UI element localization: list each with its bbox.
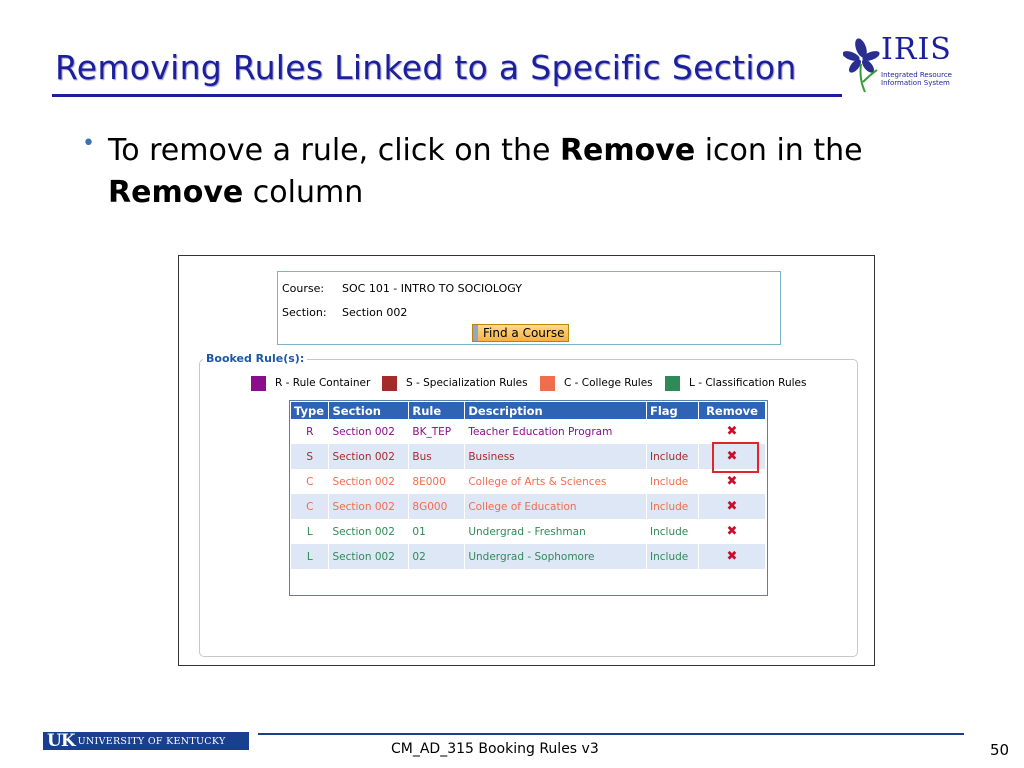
legend-item-r xyxy=(251,375,370,391)
find-a-course-button[interactable]: Find a Course xyxy=(472,324,569,342)
table-row[interactable] xyxy=(291,494,766,519)
embedded-screenshot xyxy=(178,255,875,666)
cell-type: L xyxy=(291,519,329,544)
col-header-type[interactable]: Type xyxy=(291,402,329,419)
legend-label-r: R - Rule Container xyxy=(275,377,371,389)
cell-remove xyxy=(698,419,765,444)
remove-x-icon[interactable]: ✖ xyxy=(726,549,738,564)
col-header-section[interactable]: Section xyxy=(329,402,409,419)
cell-flag: Include xyxy=(647,494,699,519)
legend-item-s xyxy=(382,375,528,391)
remove-x-icon[interactable]: ✖ xyxy=(726,449,738,464)
cell-type: R xyxy=(291,419,329,444)
footer-course-code: CM_AD_315 Booking Rules v3 xyxy=(391,741,599,757)
cell-section: Section 002 xyxy=(329,544,409,569)
col-header-rule[interactable]: Rule xyxy=(409,402,465,419)
table-header-row xyxy=(291,402,766,419)
table-row[interactable] xyxy=(291,544,766,569)
remove-x-icon[interactable]: ✖ xyxy=(726,524,738,539)
iris-logo-subtitle xyxy=(881,71,961,87)
uk-logo xyxy=(43,732,249,750)
legend-item-c xyxy=(540,375,653,391)
uk-logo-name: UNIVERSITY OF KENTUCKY xyxy=(77,735,226,747)
table-row[interactable] xyxy=(291,469,766,494)
cell-description: Undergrad - Freshman xyxy=(465,519,647,544)
legend-swatch-c xyxy=(540,376,555,391)
legend-label-l: L - Classification Rules xyxy=(689,377,807,389)
section-label: Section: xyxy=(282,306,327,319)
cell-description: Teacher Education Program xyxy=(465,419,647,444)
cell-type: S xyxy=(291,444,329,469)
legend-label-s: S - Specialization Rules xyxy=(406,377,528,389)
slide-title: Removing Rules Linked to a Specific Section xyxy=(55,48,797,87)
col-header-description[interactable]: Description xyxy=(465,402,647,419)
legend-swatch-r xyxy=(251,376,266,391)
cell-section: Section 002 xyxy=(329,519,409,544)
cell-flag xyxy=(647,419,699,444)
cell-flag: Include xyxy=(647,544,699,569)
cell-section: Section 002 xyxy=(329,419,409,444)
cell-section: Section 002 xyxy=(329,494,409,519)
cell-remove xyxy=(698,544,765,569)
cell-rule: 01 xyxy=(409,519,465,544)
booked-rules-grid xyxy=(289,400,768,596)
bullet-bold-remove-1: Remove xyxy=(559,133,696,168)
section-value: Section 002 xyxy=(342,306,408,319)
booked-rules-table xyxy=(291,402,766,569)
bullet-bold-remove-2: Remove xyxy=(108,175,244,210)
table-row[interactable] xyxy=(291,444,766,469)
footer-rule xyxy=(258,733,964,735)
cell-description: College of Arts & Sciences xyxy=(465,469,647,494)
cell-section: Section 002 xyxy=(329,444,409,469)
cell-type: L xyxy=(291,544,329,569)
cell-flag: Include xyxy=(647,469,699,494)
cell-flag: Include xyxy=(647,444,699,469)
table-row[interactable] xyxy=(291,519,766,544)
cell-rule: 02 xyxy=(409,544,465,569)
iris-subtitle-line2: Information System xyxy=(881,79,950,87)
uk-logo-mark: UK xyxy=(47,731,75,751)
cell-section: Section 002 xyxy=(329,469,409,494)
cell-flag: Include xyxy=(647,519,699,544)
bullet-text-post: column xyxy=(243,175,364,210)
col-header-remove[interactable]: Remove xyxy=(698,402,765,419)
iris-logo-word: IRIS xyxy=(881,32,952,67)
iris-subtitle-line1: Integrated Resource xyxy=(881,71,952,79)
legend-swatch-l xyxy=(665,376,680,391)
remove-x-icon[interactable]: ✖ xyxy=(726,424,738,439)
course-panel xyxy=(277,271,781,345)
cell-description: Undergrad - Sophomore xyxy=(465,544,647,569)
remove-highlight-box xyxy=(712,442,759,473)
cell-type: C xyxy=(291,469,329,494)
cell-rule: BK_TEP xyxy=(409,419,465,444)
cell-rule: 8E000 xyxy=(409,469,465,494)
col-header-flag[interactable]: Flag xyxy=(647,402,699,419)
remove-x-icon[interactable]: ✖ xyxy=(726,474,738,489)
legend-swatch-s xyxy=(382,376,397,391)
bullet-text xyxy=(108,130,988,214)
bullet-text-pre: To remove a rule, click on the xyxy=(108,133,560,168)
course-value: SOC 101 - INTRO TO SOCIOLOGY xyxy=(342,282,522,295)
page-number: 50 xyxy=(990,741,1010,759)
legend-item-l xyxy=(665,375,806,391)
title-underline xyxy=(52,94,842,97)
legend-label-c: C - College Rules xyxy=(564,377,653,389)
bullet-dot: • xyxy=(82,131,95,156)
cell-remove xyxy=(698,519,765,544)
remove-x-icon[interactable]: ✖ xyxy=(726,499,738,514)
cell-remove xyxy=(698,494,765,519)
table-row[interactable] xyxy=(291,419,766,444)
booked-rules-title: Booked Rule(s): xyxy=(203,352,307,365)
cell-description: Business xyxy=(465,444,647,469)
cell-rule: 8G000 xyxy=(409,494,465,519)
cell-type: C xyxy=(291,494,329,519)
bullet-text-mid: icon in the xyxy=(695,133,863,168)
cell-description: College of Education xyxy=(465,494,647,519)
course-label: Course: xyxy=(282,282,325,295)
cell-rule: Bus xyxy=(409,444,465,469)
